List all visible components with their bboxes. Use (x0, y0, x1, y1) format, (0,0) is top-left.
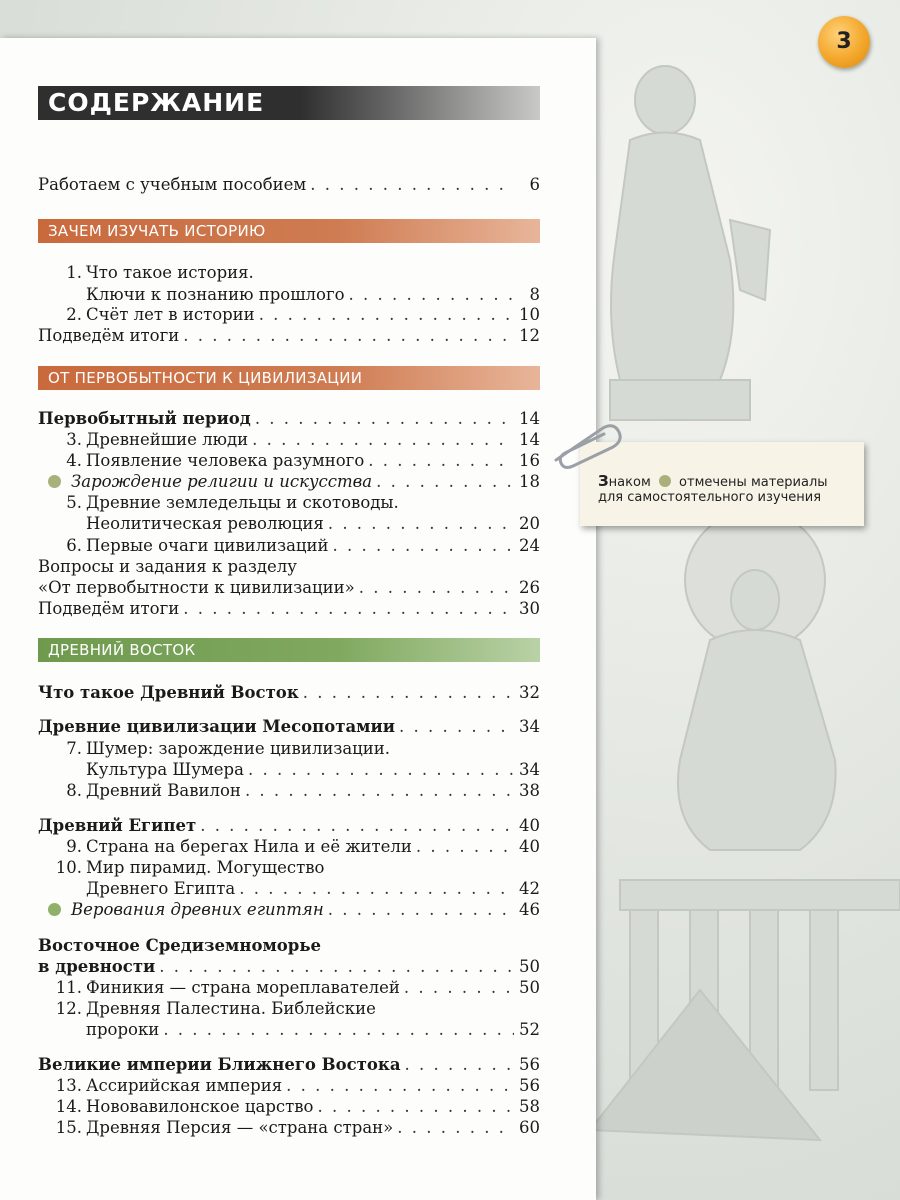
contents-title-bar (38, 86, 540, 120)
toc-entry-number: 8. (66, 781, 82, 800)
toc-entry-page: 46 (519, 900, 540, 919)
legend-note-line1 (598, 472, 828, 490)
toc-entry-text: Первобытный период (38, 409, 251, 428)
toc-entry-page: 16 (519, 451, 540, 470)
page-number-badge: 3 (818, 16, 870, 68)
toc-entry[interactable] (38, 780, 540, 802)
toc-entry-page: 10 (519, 305, 540, 324)
leader-dots (200, 815, 514, 837)
toc-entry-text: Подведём итоги (38, 326, 180, 345)
toc-entry[interactable] (38, 284, 540, 306)
toc-entry-text: Что такое Древний Восток (38, 683, 299, 702)
toc-entry-number: 15. (55, 1118, 82, 1137)
toc-entry[interactable] (38, 325, 540, 347)
toc-entry-number: 11. (55, 978, 82, 997)
leader-dots (252, 429, 514, 451)
toc-entry[interactable] (38, 556, 540, 578)
leader-dots (255, 408, 514, 430)
leader-dots (183, 598, 514, 620)
toc-entry[interactable] (38, 1117, 540, 1139)
toc-entry-number: 7. (66, 739, 82, 758)
toc-entry[interactable] (38, 935, 540, 957)
toc-entry-page: 50 (519, 957, 540, 976)
toc-entry-text: Восточное Средиземноморье (38, 936, 322, 955)
legend-text: отмечены материалы (679, 475, 828, 490)
toc-entry-number: 12. (55, 999, 82, 1018)
toc-entry-text: Нововавилонское царство (86, 1097, 314, 1116)
toc-entry[interactable] (38, 535, 540, 557)
toc-entry[interactable] (38, 262, 540, 284)
leader-dots (303, 682, 514, 704)
leader-dots (405, 1054, 514, 1076)
toc-entry[interactable] (38, 682, 540, 704)
toc-entry-text: Шумер: зарождение цивилизации. (86, 739, 391, 758)
toc-entry-page: 32 (519, 683, 540, 702)
leader-dots (239, 878, 514, 900)
page-title: СОДЕРЖАНИЕ (48, 88, 265, 117)
toc-entry-number: 5. (66, 493, 82, 512)
toc-entry[interactable] (38, 1019, 540, 1041)
toc-entry-text: Появление человека разумного (86, 451, 365, 470)
toc-entry[interactable] (38, 857, 540, 879)
leader-dots (245, 780, 514, 802)
leader-dots (349, 284, 514, 306)
toc-entry-text: Верования древних египтян (71, 900, 324, 919)
toc-entry-page: 34 (519, 760, 540, 779)
toc-entry-text: Первые очаги цивилизаций (86, 536, 329, 555)
section-heading-ancient-east: ДРЕВНИЙ ВОСТОК (38, 638, 540, 662)
toc-entry[interactable] (38, 1096, 540, 1118)
leader-dots (328, 513, 514, 535)
toc-entry-page: 60 (519, 1118, 540, 1137)
leader-dots (368, 450, 514, 472)
toc-entry[interactable] (38, 174, 540, 196)
toc-entry-page: 18 (519, 472, 540, 491)
toc-entry[interactable] (38, 471, 540, 493)
toc-entry-text: в древности (38, 957, 156, 976)
toc-entry-text: Что такое история. (86, 263, 254, 282)
toc-entry-page: 20 (519, 514, 540, 533)
toc-entry-page: 30 (519, 599, 540, 618)
toc-entry-page: 12 (519, 326, 540, 345)
toc-entry-page: 40 (519, 816, 540, 835)
toc-entry-page: 26 (519, 578, 540, 597)
toc-entry-text: Древние земледельцы и скотоводы. (86, 493, 399, 512)
leader-dots (183, 325, 514, 347)
toc-entry-page: 38 (519, 781, 540, 800)
toc-entry-page: 14 (519, 430, 540, 449)
toc-entry[interactable] (38, 998, 540, 1020)
toc-entry-number: 14. (55, 1097, 82, 1116)
leader-dots (248, 759, 514, 781)
toc-entry[interactable] (38, 836, 540, 858)
title-bar-fade (300, 86, 540, 120)
toc-entry[interactable] (38, 716, 540, 738)
toc-entry-text: Древнейшие люди (86, 430, 249, 449)
toc-entry[interactable] (38, 513, 540, 535)
toc-entry-number: 3. (66, 430, 82, 449)
toc-entry[interactable] (38, 1054, 540, 1076)
toc-entry-page: 24 (519, 536, 540, 555)
toc-entry[interactable] (38, 815, 540, 837)
toc-entry-text: Древние цивилизации Месопотамии (38, 717, 395, 736)
toc-entry[interactable] (38, 956, 540, 978)
leader-dots (404, 977, 514, 999)
toc-entry-text: Счёт лет в истории (86, 305, 255, 324)
toc-entry[interactable] (38, 304, 540, 326)
toc-entry-page: 6 (529, 175, 540, 194)
leader-dots (359, 577, 514, 599)
toc-entry[interactable] (38, 429, 540, 451)
toc-entry-page: 56 (519, 1055, 540, 1074)
toc-entry-page: 42 (519, 879, 540, 898)
toc-entry-text: Древний Египет (38, 816, 197, 835)
toc-entry-text: Ключи к познанию прошлого (86, 285, 345, 304)
toc-entry-page: 40 (519, 837, 540, 856)
toc-entry-page: 58 (519, 1097, 540, 1116)
toc-entry-page: 8 (529, 285, 540, 304)
toc-entry[interactable] (38, 738, 540, 760)
toc-entry[interactable] (38, 899, 540, 921)
leader-dots (259, 304, 514, 326)
toc-entry[interactable] (38, 598, 540, 620)
section-heading-primitive: ОТ ПЕРВОБЫТНОСТИ К ЦИВИЛИЗАЦИИ (38, 366, 540, 390)
toc-entry-text: Древняя Палестина. Библейские (86, 999, 376, 1018)
toc-entry-text: Подведём итоги (38, 599, 180, 618)
toc-entry-text: Финикия — страна мореплавателей (86, 978, 400, 997)
leader-dots (163, 1019, 514, 1041)
toc-entry-text: Древняя Персия — «страна стран» (86, 1118, 394, 1137)
legend-word: наком (608, 475, 651, 490)
legend-note-line2: для самостоятельного изучения (598, 490, 822, 505)
toc-entry-page: 52 (519, 1020, 540, 1039)
toc-entry[interactable] (38, 878, 540, 900)
toc-entry-text: Зарождение религии и искусства (71, 472, 373, 491)
toc-entry-number: 4. (66, 451, 82, 470)
toc-entry-text: Мир пирамид. Могущество (86, 858, 325, 877)
toc-entry-text: Работаем с учебным пособием (38, 175, 307, 194)
toc-entry[interactable] (38, 408, 540, 430)
toc-entry[interactable] (38, 1075, 540, 1097)
toc-entry[interactable] (38, 759, 540, 781)
toc-entry-number: 10. (55, 858, 82, 877)
leader-dots (416, 836, 514, 858)
section-heading-why-history: ЗАЧЕМ ИЗУЧАТЬ ИСТОРИЮ (38, 219, 540, 243)
leader-dots (310, 174, 514, 196)
toc-entry-text: Древний Вавилон (86, 781, 241, 800)
toc-entry-page: 56 (519, 1076, 540, 1095)
toc-entry[interactable] (38, 577, 540, 599)
toc-entry-text: «От первобытности к цивилизации» (38, 578, 355, 597)
toc-entry-number: 13. (55, 1076, 82, 1095)
self-study-dot-icon (48, 903, 61, 916)
leader-dots (399, 716, 514, 738)
legend-first-letter: З (598, 472, 609, 490)
leader-dots (328, 899, 514, 921)
toc-entry-page: 34 (519, 717, 540, 736)
leader-dots (333, 535, 514, 557)
toc-entry-number: 2. (66, 305, 82, 324)
self-study-dot-icon (48, 475, 61, 488)
paper-clip-icon (548, 420, 628, 470)
leader-dots (286, 1075, 514, 1097)
toc-entry-text: Неолитическая революция (86, 514, 324, 533)
leader-dots (376, 471, 514, 493)
leader-dots (159, 956, 514, 978)
toc-entry-page: 50 (519, 978, 540, 997)
toc-entry-number: 1. (66, 263, 82, 282)
toc-entry-page: 14 (519, 409, 540, 428)
self-study-dot-icon (659, 475, 671, 487)
toc-entry[interactable] (38, 492, 540, 514)
toc-entry-number: 6. (66, 536, 82, 555)
toc-entry-text: Ассирийская империя (86, 1076, 283, 1095)
toc-entry-text: Древнего Египта (86, 879, 236, 898)
leader-dots (397, 1117, 514, 1139)
toc-entry-text: Культура Шумера (86, 760, 244, 779)
leader-dots (317, 1096, 514, 1118)
statue-illustration (590, 0, 900, 1200)
toc-entry[interactable] (38, 450, 540, 472)
toc-entry-number: 9. (66, 837, 82, 856)
toc-entry-text: пророки (86, 1020, 160, 1039)
toc-entry-text: Страна на берегах Нила и её жители (86, 837, 412, 856)
toc-entry-text: Вопросы и задания к разделу (38, 557, 297, 576)
toc-entry[interactable] (38, 977, 540, 999)
toc-entry-text: Великие империи Ближнего Востока (38, 1055, 401, 1074)
